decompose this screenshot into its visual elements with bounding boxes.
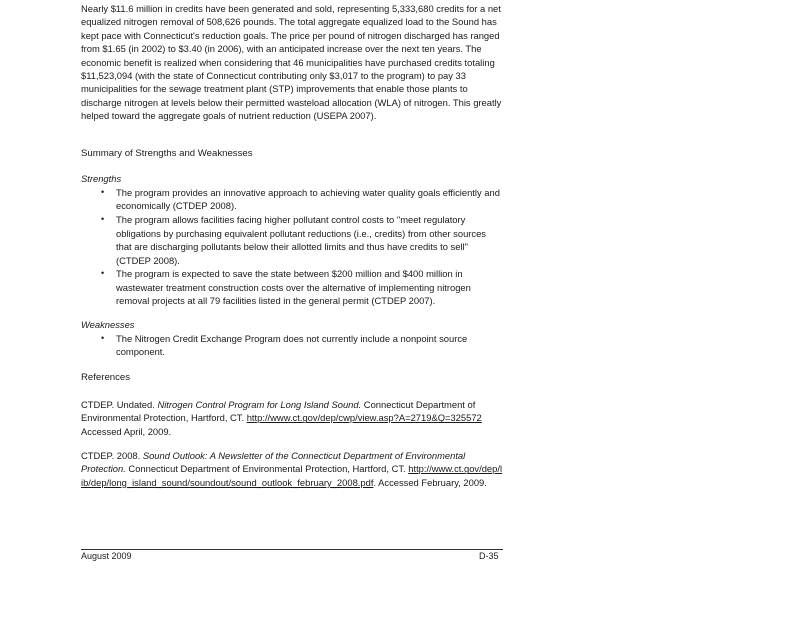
reference-link[interactable]: http://www.ct.gov/dep/lib/dep/long_island_sound/soundout/sound_outlook_february_2008.pdf (81, 463, 503, 488)
bullet-icon: • (101, 214, 105, 225)
strength-item-text: The program allows facilities facing higher pollutant control costs to "meet regulatory obligations by purchasing equivalent pollutant reductions (i.e., credits) from other sources that are discharging pollutants below their allotted limits and thus have credits to sell" (CTDEP 2008). (116, 214, 486, 266)
strength-item-text: The program provides an innovative approach to achieving water quality goals efficiently and economically (CTDEP 2008). (116, 187, 500, 212)
strength-item (81, 213, 503, 267)
strength-item (81, 186, 503, 213)
reference-entry (81, 449, 503, 489)
footer-page-number: D-35 (479, 551, 499, 561)
bullet-icon: • (101, 333, 105, 343)
reference-link[interactable]: http://www.ct.gov/dep/cwp/view.asp?A=2719&Q=325572 (246, 412, 482, 424)
reference-title: Nitrogen Control Program for Long Island Sound. (157, 399, 362, 410)
strengths-list (81, 186, 503, 308)
reference-publisher: Connecticut Department of Environmental Protection, Hartford, CT. (125, 463, 406, 475)
reference-accessed: . Accessed February, 2009. (373, 476, 487, 488)
references-heading: References (81, 372, 131, 383)
reference-prefix: CTDEP. 2008. (81, 450, 143, 461)
weakness-item (81, 332, 503, 359)
bullet-icon: • (101, 187, 105, 197)
reference-title: Sound Outlook: A Newsletter of the Connecticut Department of Environmental Protection. (81, 450, 466, 475)
weaknesses-list (81, 332, 503, 359)
summary-heading: Summary of Strengths and Weaknesses (81, 148, 253, 159)
strengths-heading: Strengths (81, 173, 122, 184)
reference-prefix: CTDEP. Undated. (81, 399, 158, 410)
weakness-item-text: The Nitrogen Credit Exchange Program does not currently include a nonpoint source component. (116, 333, 468, 358)
bullet-icon: • (101, 268, 105, 279)
reference-publisher: Connecticut Department of Environmental Protection, Hartford, CT. (81, 399, 476, 424)
weaknesses-heading: Weaknesses (81, 319, 135, 330)
strength-item-text: The program is expected to save the state between $200 million and $400 million in wastewater treatment construction costs over the alternative of implementing nitrogen removal projects at all 79 facilities listed in the general permit (CTDEP 2007). (116, 268, 471, 307)
strength-item (81, 267, 503, 307)
reference-accessed: Accessed April, 2009. (81, 425, 172, 437)
footer-date: August 2009 (81, 551, 132, 561)
footer-divider (81, 549, 503, 550)
reference-entry (81, 398, 503, 438)
intro-paragraph: Nearly $11.6 million in credits have been generated and sold, representing 5,333,680 credits for a net equalized nitrogen removal of 508,626 pounds. The total aggregate equalized load to the Sound has kept pace with Connecticut's reduction goals. The price per pound of nitrogen discharged has ranged from $1.65 (in 2002) to $3.40 (in 2006), with an anticipated increase over the next ten years. The economic benefit is realized when considering that 46 municipalities have purchased credits totaling $11,523,094 (with the state of Connecticut contributing only $3,017 to the program) to pay 33 municipalities for the sewage treatment plant (STP) improvements that enable those plants to discharge nitrogen at levels below their permitted wasteload allocation (WLA) of nitrogen. This greatly helped toward the aggregate goals of nutrient reduction (USEPA 2007). (81, 3, 502, 122)
